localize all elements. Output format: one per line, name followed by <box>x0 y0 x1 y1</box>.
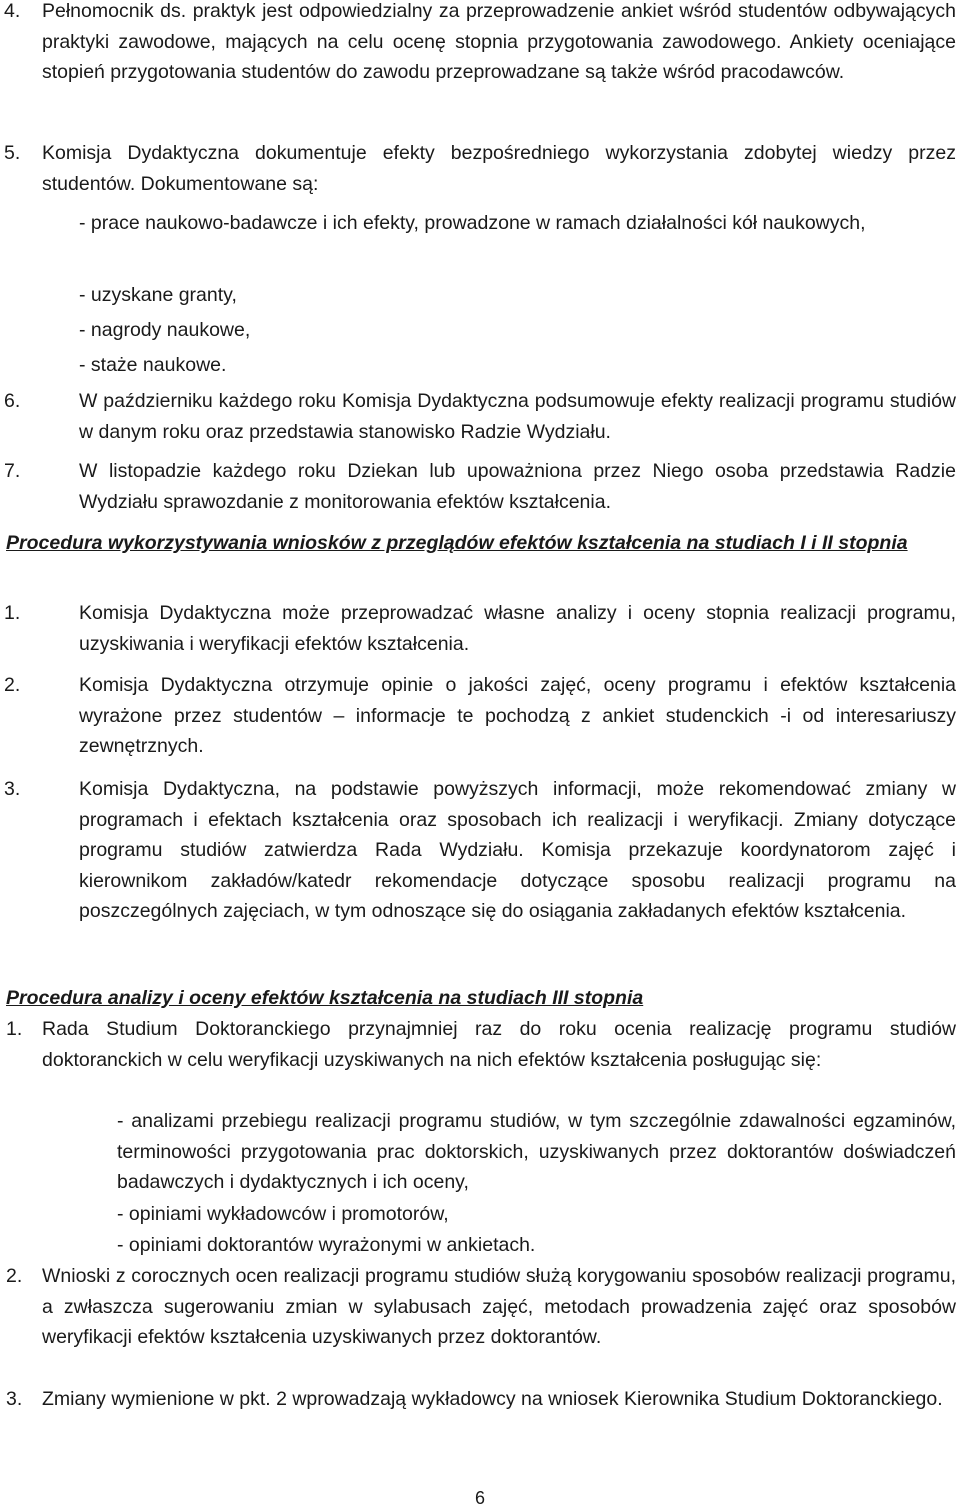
list-item-text: W październiku każdego roku Komisja Dydaktyczna podsumowuje efekty realizacji programu studiów w danym roku oraz przedstawia stanowisko Radzie Wydziału. <box>79 390 956 443</box>
list-item-text: Rada Studium Doktoranckiego przynajmniej raz do roku ocenia realizację programu studiów doktoranckich w celu weryfikacji uzyskiwanych na nich efektów kształcenia posługując się: <box>42 1018 956 1071</box>
list-number: 3. <box>4 778 21 800</box>
list-item-1 <box>6 1014 956 1075</box>
list-item-text: W listopadzie każdego roku Dziekan lub upoważniona przez Niego osoba przedstawia Radzie Wydziału sprawozdanie z monitorowania efektów kształcenia. <box>79 460 956 513</box>
list-item-2 <box>4 670 956 762</box>
list-number: 3. <box>6 1388 23 1410</box>
section-heading: Procedura analizy i oceny efektów kształcenia na studiach III stopnia <box>6 987 644 1009</box>
list-number: 1. <box>6 1018 23 1040</box>
list-number: 2. <box>6 1265 23 1287</box>
list-item-text: Wnioski z corocznych ocen realizacji programu studiów służą korygowaniu sposobów realizacji programu, a zwłaszcza sugerowaniu zmian w sylabusach zajęć, metodach prowadzenia zajęć oraz sposobów weryfikacji efektów kształcenia uzyskiwanych przez doktorantów. <box>42 1265 956 1349</box>
sub-bullet: - staże naukowe. <box>79 354 227 376</box>
page-number: 6 <box>474 1488 485 1508</box>
list-number: 4. <box>4 0 21 22</box>
sub-bullet: - nagrody naukowe, <box>79 319 251 341</box>
list-item-3 <box>6 1384 956 1415</box>
list-item-text: Komisja Dydaktyczna dokumentuje efekty bezpośredniego wykorzystania zdobytej wiedzy przez studentów. Dokumentowane są: <box>42 142 956 195</box>
sub-bullet: - uzyskane granty, <box>79 284 237 306</box>
list-item-1 <box>4 598 956 659</box>
list-item-text: Komisja Dydaktyczna otrzymuje opinie o jakości zajęć, oceny programu i efektów kształcenia wyrażone przez studentów – informacje te pochodzą z ankiet studenckich -i od interesariuszy zewnętrznych. <box>79 674 956 758</box>
list-number: 2. <box>4 674 21 696</box>
list-item-4 <box>4 0 956 88</box>
list-item-text: Zmiany wymienione w pkt. 2 wprowadzają wykładowcy na wniosek Kierownika Studium Doktoranckiego. <box>42 1388 943 1410</box>
list-item-5 <box>4 138 956 199</box>
list-item-text: Komisja Dydaktyczna może przeprowadzać własne analizy i oceny stopnia realizacji programu, uzyskiwania i weryfikacji efektów kształcenia. <box>79 602 956 655</box>
list-item-text: Pełnomocnik ds. praktyk jest odpowiedzialny za przeprowadzenie ankiet wśród studentów odbywających praktyki zawodowe, mających na celu ocenę stopnia przygotowania zawodowego. Ankiety oceniające stopień przygotowania studentów do zawodu przeprowadzane są także wśród pracodawców. <box>42 0 956 84</box>
list-number: 5. <box>4 142 21 164</box>
list-number: 7. <box>4 460 21 482</box>
list-item-6 <box>4 386 956 447</box>
list-number: 1. <box>4 602 21 624</box>
sub-bullet: - opiniami doktorantów wyrażonymi w ankietach. <box>117 1234 536 1256</box>
sub-bullet: - prace naukowo-badawcze i ich efekty, prowadzone w ramach działalności kół naukowych, <box>79 212 866 234</box>
sub-bullet: - opiniami wykładowców i promotorów, <box>117 1203 449 1225</box>
list-item-7 <box>4 456 956 517</box>
section-heading: Procedura wykorzystywania wniosków z przeglądów efektów kształcenia na studiach I i II stopnia <box>6 532 908 554</box>
sub-bullet: - analizami przebiegu realizacji programu studiów, w tym szczególnie zdawalności egzaminów, terminowości przygotowania prac doktorskich, uzyskiwanych przez doktorantów doświadczeń badawczych i dydaktycznych i ich oceny, <box>117 1110 956 1194</box>
list-number: 6. <box>4 390 21 412</box>
list-item-2 <box>6 1261 956 1353</box>
list-item-3 <box>4 774 956 927</box>
list-item-text: Komisja Dydaktyczna, na podstawie powyższych informacji, może rekomendować zmiany w programach i efektach kształcenia oraz sposobach ich realizacji i weryfikacji. Zmiany dotyczące programu studiów zatwierdza Rada Wydziału. Komisja przekazuje koordynatorom zajęć i kierownikom zakładów/katedr rekomendacje dotyczące sposobu realizacji programu na poszczególnych zajęciach, w tym odnoszące się do osiągania zakładanych efektów kształcenia. <box>79 778 956 923</box>
